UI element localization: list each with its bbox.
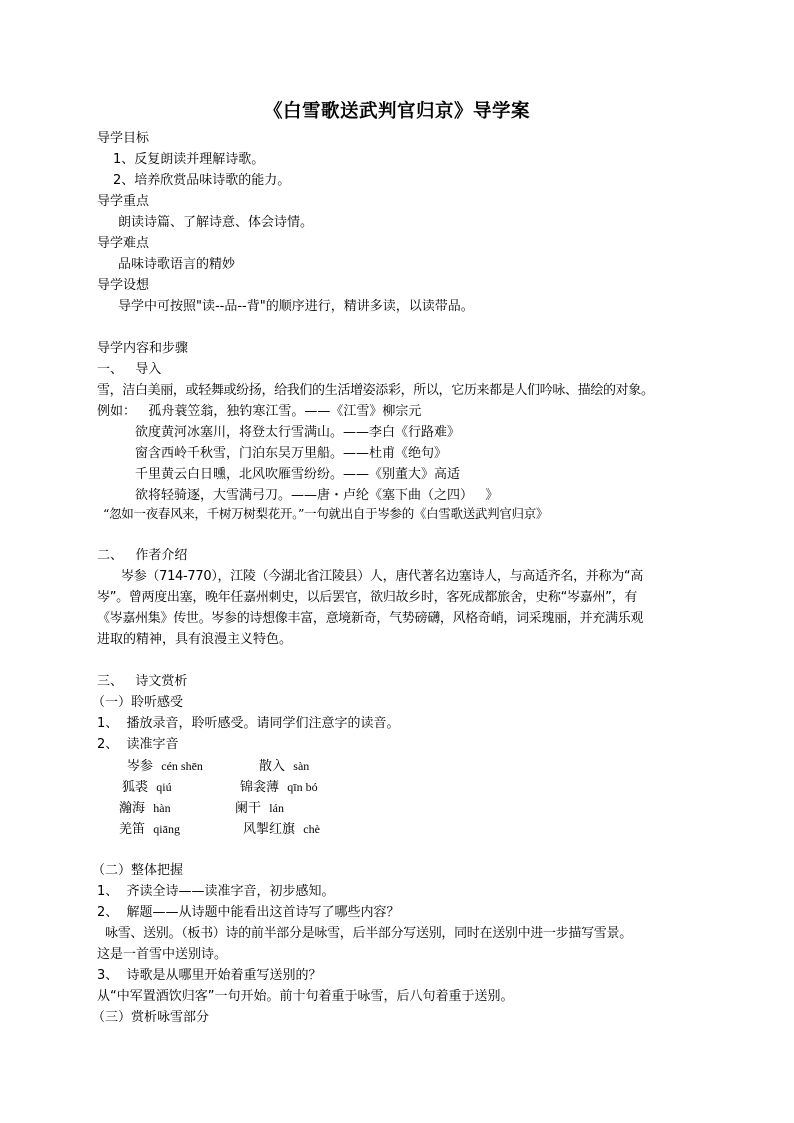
overall-answer: 这是一首雪中送别诗。 <box>97 947 228 962</box>
overall-answer: 从“中军置酒饮归客”一句开始。前十句着重于咏雪，后八句着重于送别。 <box>97 989 514 1004</box>
vocab-pinyin: chè <box>303 822 320 836</box>
vocab-word: 散入 sàn <box>259 759 310 774</box>
overall-answer: 咏雪、送别。（板书）诗的前半部分是咏雪，后半部分写送别，同时在送别中进一步描写雪景。 <box>105 926 632 941</box>
intro-paragraph: 雪，洁白美丽，或轻舞或纷扬，给我们的生活增姿添彩，所以，它历来都是人们吟咏、描绘的对象。 <box>97 383 654 398</box>
vocab-pinyin: lán <box>269 801 284 815</box>
intro-example: 例如： 孤舟蓑笠翁，独钓寒江雪。——《江雪》柳宗元 <box>97 404 422 419</box>
author-line: 《岑嘉州集》传世。岑参的诗想像丰富，意境新奇，气势磅礴，风格奇峭，词采瑰丽，并充满乐观 <box>97 611 644 626</box>
vocab-word: 瀚海 hàn <box>119 801 171 816</box>
objective-item: 2、培养欣赏品味诗歌的能力。 <box>113 173 291 188</box>
vocab-word: 狐裘 qiú <box>122 780 172 795</box>
overall-heading: （二）整体把握 <box>92 863 184 878</box>
overall-item: 3、 诗歌是从哪里开始着重写送别的？ <box>97 968 322 983</box>
steps-heading: 导学内容和步骤 <box>97 341 189 356</box>
vocab-word: 岑参 cén shēn <box>127 759 203 774</box>
vocab-word: 阑干 lán <box>235 801 284 816</box>
objectives-heading: 导学目标 <box>97 131 150 146</box>
vocab-pinyin: cén shēn <box>161 759 203 773</box>
vocab-pinyin: hàn <box>153 801 171 815</box>
intro-example: 千里黄云白日曛，北风吹雁雪纷纷。——《别董大》高适 <box>135 467 461 482</box>
author-heading: 二、 作者介绍 <box>97 548 188 563</box>
overall-item: 1、 齐读全诗——读准字音，初步感知。 <box>97 884 335 899</box>
page-title: 《白雪歌送武判官归京》导学案 <box>263 101 530 122</box>
vocab-pinyin: qiú <box>156 780 172 794</box>
vocab-pinyin: qiāng <box>153 822 180 836</box>
key-points-text: 朗读诗篇、了解诗意、体会诗情。 <box>118 215 314 230</box>
vocab-word: 羌笛 qiāng <box>119 822 180 837</box>
snow-heading: （三）赏析咏雪部分 <box>92 1010 210 1025</box>
intro-example: 窗含西岭千秋雪，门泊东吴万里船。——杜甫《绝句》 <box>135 446 448 461</box>
listen-item: 2、 读准字音 <box>97 737 179 752</box>
intro-example: 欲将轻骑逐，大雪满弓刀。——唐・卢纶《塞下曲（之四） 》 <box>135 488 499 503</box>
listen-item: 1、 播放录音，聆听感受。请同学们注意字的读音。 <box>97 716 400 731</box>
vocab-word: 锦衾薄 qīn bó <box>240 780 318 795</box>
difficulties-heading: 导学难点 <box>97 236 150 251</box>
vocab-pinyin: sàn <box>293 759 310 773</box>
overall-item: 2、 解题——从诗题中能看出这首诗写了哪些内容？ <box>97 905 400 920</box>
objective-item: 1、反复朗读并理解诗歌。 <box>113 152 265 167</box>
intro-quote: “忽如一夜春风来，千树万树梨花开。”一句就出自于岑参的《白雪歌送武判官归京》 <box>103 506 549 521</box>
appreciation-heading: 三、 诗文赏析 <box>97 674 188 689</box>
intro-example: 欲度黄河冰塞川，将登太行雪满山。——李白《行路难》 <box>135 425 461 440</box>
key-points-heading: 导学重点 <box>97 194 150 209</box>
design-heading: 导学设想 <box>97 278 150 293</box>
design-text: 导学中可按照"读--品--背"的顺序进行，精讲多读，以读带品。 <box>118 299 474 314</box>
difficulties-text: 品味诗歌语言的精妙 <box>118 257 236 272</box>
author-line: 进取的精神，具有浪漫主义特色。 <box>97 632 293 647</box>
listen-heading: （一）聆听感受 <box>92 695 184 710</box>
author-line: 岑参（714-770），江陵（今湖北省江陵县）人，唐代著名边塞诗人，与高适齐名，并称为“高 <box>121 569 644 584</box>
vocab-word: 风掣红旗 chè <box>243 822 320 837</box>
vocab-pinyin: qīn bó <box>287 780 318 794</box>
author-line: 岑”。曾两度出塞，晚年任嘉州刺史，以后罢官，欲归故乡时，客死成都旅舍，史称“岑嘉州”，有 <box>97 590 638 605</box>
intro-heading: 一、 导入 <box>97 362 162 377</box>
